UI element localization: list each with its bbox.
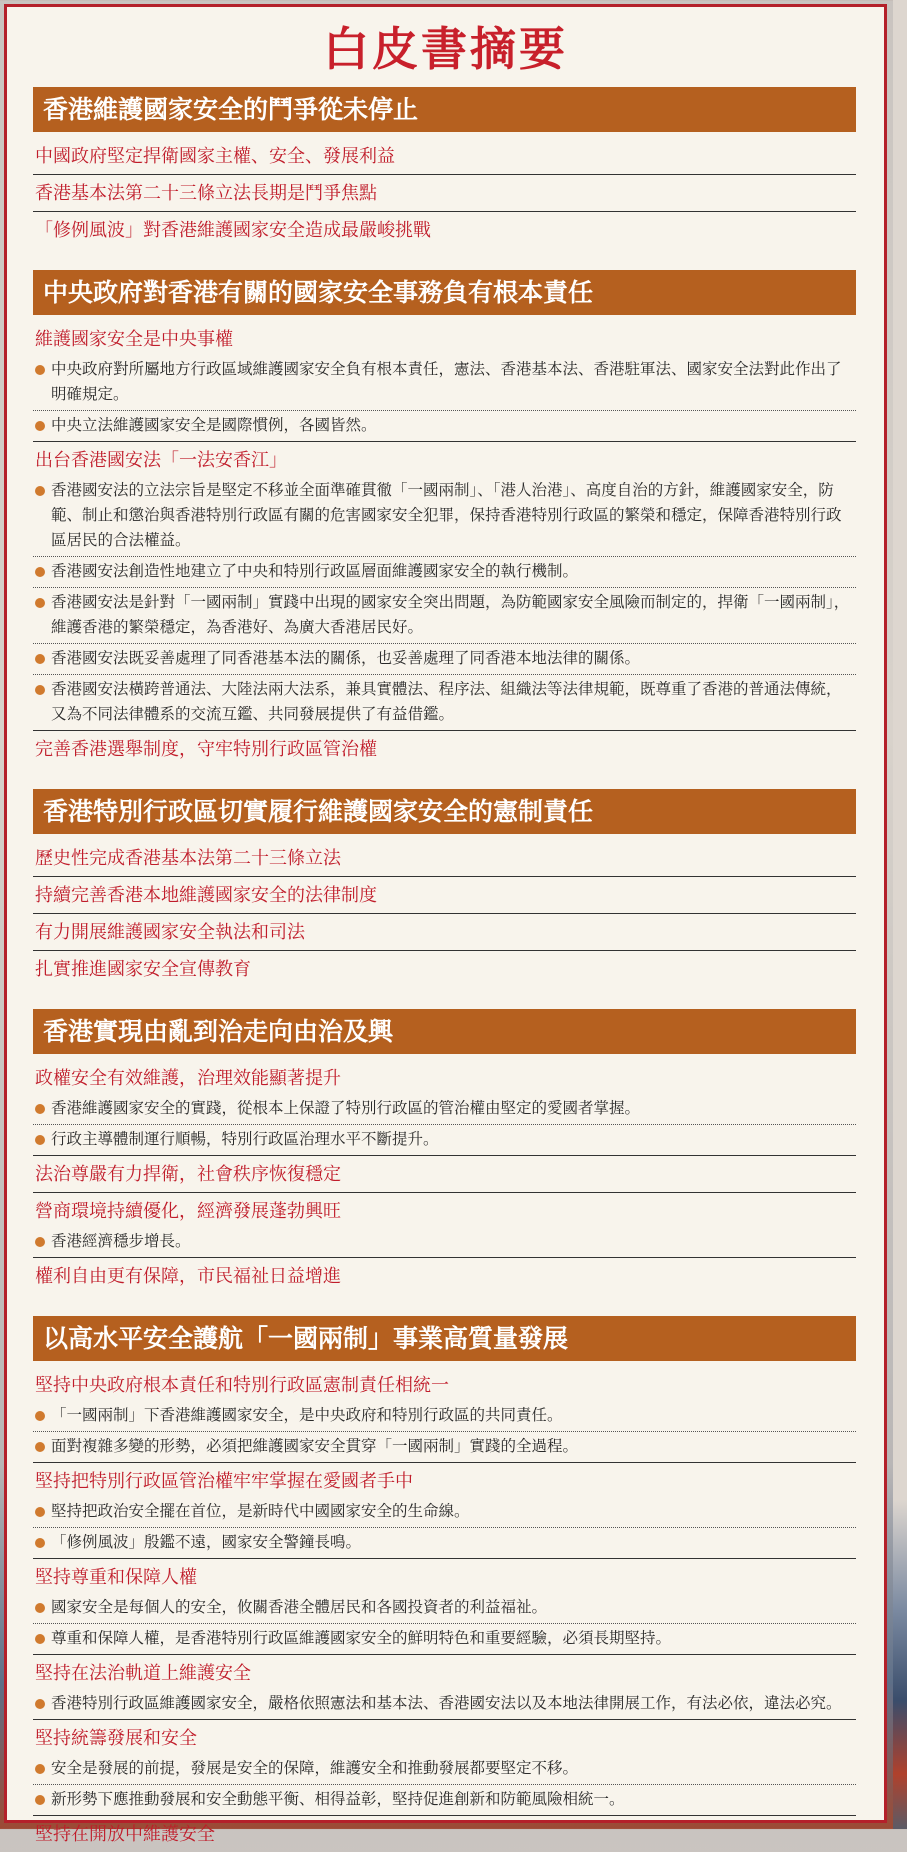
bullet-dot-icon <box>35 1764 45 1774</box>
section-header: 香港維護國家安全的鬥爭從未停止 <box>33 87 856 132</box>
subheading: 香港基本法第二十三條立法長期是鬥爭焦點 <box>33 175 856 212</box>
subheading: 堅持在開放中維護安全 <box>35 1824 215 1845</box>
page-title: 白皮書摘要 <box>323 22 568 76</box>
bullet-item <box>33 1401 856 1432</box>
bullet-dot-icon <box>35 421 45 431</box>
bullet-text: 香港國安法橫跨普通法、大陸法兩大法系，兼具實體法、程序法、組織法等法律規範，既尊重了香港的普通法傳統，又為不同法律體系的交流互鑑、共同發展提供了有益借鑑。 <box>51 680 842 723</box>
subheading: 維護國家安全是中央事權 <box>35 329 233 350</box>
bullet-item <box>33 1754 856 1785</box>
bullet-dot-icon <box>35 365 45 375</box>
bullet-text: 香港經濟穩步增長。 <box>51 1232 191 1250</box>
subheading: 「修例風波」對香港維護國家安全造成最嚴峻挑戰 <box>35 220 431 241</box>
subheading: 持續完善香港本地維護國家安全的法律制度 <box>33 877 856 914</box>
subheading: 堅持統籌發展和安全 <box>35 1728 197 1749</box>
bullet-text: 面對複雜多變的形勢，必須把維護國家安全貫穿「一國兩制」實踐的全過程。 <box>51 1437 579 1455</box>
bullet-item <box>33 1785 856 1815</box>
bullet-dot-icon <box>35 1135 45 1145</box>
bullet-list <box>33 1689 856 1720</box>
bullet-list <box>33 1497 856 1559</box>
bullet-dot-icon <box>35 486 45 496</box>
bullet-text: 香港國安法既妥善處理了同香港基本法的關係，也妥善處理了同香港本地法律的關係。 <box>51 649 641 667</box>
bullet-list <box>33 1227 856 1258</box>
bullet-item <box>33 675 856 730</box>
bullet-item <box>33 1689 856 1719</box>
bullet-item <box>33 557 856 588</box>
bullet-dot-icon <box>35 1634 45 1644</box>
bullet-item <box>33 1227 856 1257</box>
bullet-text: 香港國安法的立法宗旨是堅定不移並全面準確貫徹「一國兩制」、「港人治港」、高度自治的方針，維護國家安全，防範、制止和懲治與香港特別行政區有關的危害國家安全犯罪，保持香港特別行政區的繁榮和穩定，保障香港特別行政區居民的合法權益。 <box>51 481 842 549</box>
subheading: 堅持把特別行政區管治權牢牢掌握在愛國者手中 <box>35 1471 413 1492</box>
bullet-item <box>33 1094 856 1125</box>
bullet-dot-icon <box>35 685 45 695</box>
bullet-dot-icon <box>35 598 45 608</box>
bullet-item <box>33 476 856 557</box>
bullet-text: 新形勢下應推動發展和安全動態平衡、相得益彰，堅持促進創新和防範風險相統一。 <box>51 1790 625 1808</box>
bullet-dot-icon <box>35 567 45 577</box>
bullet-text: 尊重和保障人權，是香港特別行政區維護國家安全的鮮明特色和重要經驗，必須長期堅持。 <box>51 1629 672 1647</box>
bullet-list <box>33 1754 856 1816</box>
bullet-dot-icon <box>35 1104 45 1114</box>
bullet-dot-icon <box>35 1507 45 1517</box>
bullet-item <box>33 1125 856 1155</box>
subheading: 權利自由更有保障，市民福祉日益增進 <box>35 1266 341 1287</box>
bullet-item <box>33 644 856 675</box>
bullet-list <box>33 476 856 731</box>
bullet-list <box>33 1401 856 1463</box>
section-header: 香港實現由亂到治走向由治及興 <box>33 1009 856 1054</box>
section-header: 中央政府對香港有關的國家安全事務負有根本責任 <box>33 270 856 315</box>
bullet-text: 香港特別行政區維護國家安全，嚴格依照憲法和基本法、香港國安法以及本地法律開展工作，有法必依，違法必究。 <box>51 1694 842 1712</box>
bullet-dot-icon <box>35 654 45 664</box>
summary-section <box>33 270 856 767</box>
bullet-text: 安全是發展的前提，發展是安全的保障，維護安全和推動發展都要堅定不移。 <box>51 1759 579 1777</box>
bullet-text: 香港國安法是針對「一國兩制」實踐中出現的國家安全突出問題，為防範國家安全風險而制定的，捍衛「一國兩制」，維護香港的繁榮穩定，為香港好、為廣大香港居民好。 <box>51 593 850 636</box>
section-header: 香港特別行政區切實履行維護國家安全的憲制責任 <box>33 789 856 834</box>
background-strip <box>893 0 907 1829</box>
bullet-text: 「修例風波」殷鑑不遠，國家安全警鐘長鳴。 <box>51 1533 362 1551</box>
bullet-text: 行政主導體制運行順暢，特別行政區治理水平不斷提升。 <box>51 1130 439 1148</box>
summary-card <box>4 4 887 1845</box>
section-header: 以高水平安全護航「一國兩制」事業高質量發展 <box>33 1316 856 1361</box>
bullet-item <box>33 588 856 644</box>
bullet-item <box>33 355 856 411</box>
bullet-text: 中央政府對所屬地方行政區域維護國家安全負有根本責任，憲法、香港基本法、香港駐軍法、國家安全法對此作出了明確規定。 <box>51 360 842 403</box>
subheading: 法治尊嚴有力捍衛，社會秩序恢復穩定 <box>33 1156 856 1193</box>
subheading: 營商環境持續優化，經濟發展蓬勃興旺 <box>35 1201 341 1222</box>
bullet-item <box>33 1624 856 1654</box>
bullet-list <box>33 1593 856 1655</box>
bullet-dot-icon <box>35 1442 45 1452</box>
bullet-dot-icon <box>35 1411 45 1421</box>
bullet-dot-icon <box>35 1699 45 1709</box>
bullet-text: 堅持把政治安全擺在首位，是新時代中國國家安全的生命線。 <box>51 1502 470 1520</box>
bullet-item <box>33 411 856 441</box>
bullet-item <box>33 1593 856 1624</box>
bullet-dot-icon <box>35 1603 45 1613</box>
bullet-item <box>33 1497 856 1528</box>
bullet-text: 中央立法維護國家安全是國際慣例，各國皆然。 <box>51 416 377 434</box>
summary-section <box>33 87 856 248</box>
summary-section <box>33 1316 856 1852</box>
bullet-dot-icon <box>35 1237 45 1247</box>
bullet-text: 香港維護國家安全的實踐，從根本上保證了特別行政區的管治權由堅定的愛國者掌握。 <box>51 1099 641 1117</box>
bullet-text: 香港國安法創造性地建立了中央和特別行政區層面維護國家安全的執行機制。 <box>51 562 579 580</box>
subheading: 完善香港選舉制度，守牢特別行政區管治權 <box>35 739 377 760</box>
subheading: 扎實推進國家安全宣傳教育 <box>35 959 251 980</box>
subheading: 堅持尊重和保障人權 <box>35 1567 197 1588</box>
subheading: 堅持中央政府根本責任和特別行政區憲制責任相統一 <box>35 1375 449 1396</box>
subheading: 有力開展維護國家安全執法和司法 <box>33 914 856 951</box>
summary-section <box>33 789 856 987</box>
subheading: 出台香港國安法「一法安香江」 <box>35 450 287 471</box>
bullet-item <box>33 1528 856 1558</box>
bullet-text: 國家安全是每個人的安全，攸關香港全體居民和各國投資者的利益福祉。 <box>51 1598 548 1616</box>
bullet-list <box>33 1094 856 1156</box>
summary-section <box>33 1009 856 1294</box>
bullet-item <box>33 1432 856 1462</box>
subheading: 中國政府堅定捍衛國家主權、安全、發展利益 <box>33 138 856 175</box>
subheading: 政權安全有效維護，治理效能顯著提升 <box>35 1068 341 1089</box>
bullet-text: 「一國兩制」下香港維護國家安全，是中央政府和特別行政區的共同責任。 <box>51 1406 563 1424</box>
subheading: 歷史性完成香港基本法第二十三條立法 <box>33 840 856 877</box>
subheading: 堅持在法治軌道上維護安全 <box>35 1663 251 1684</box>
bullet-list <box>33 355 856 442</box>
bullet-dot-icon <box>35 1538 45 1548</box>
bullet-dot-icon <box>35 1795 45 1805</box>
summary-content <box>7 87 884 1852</box>
